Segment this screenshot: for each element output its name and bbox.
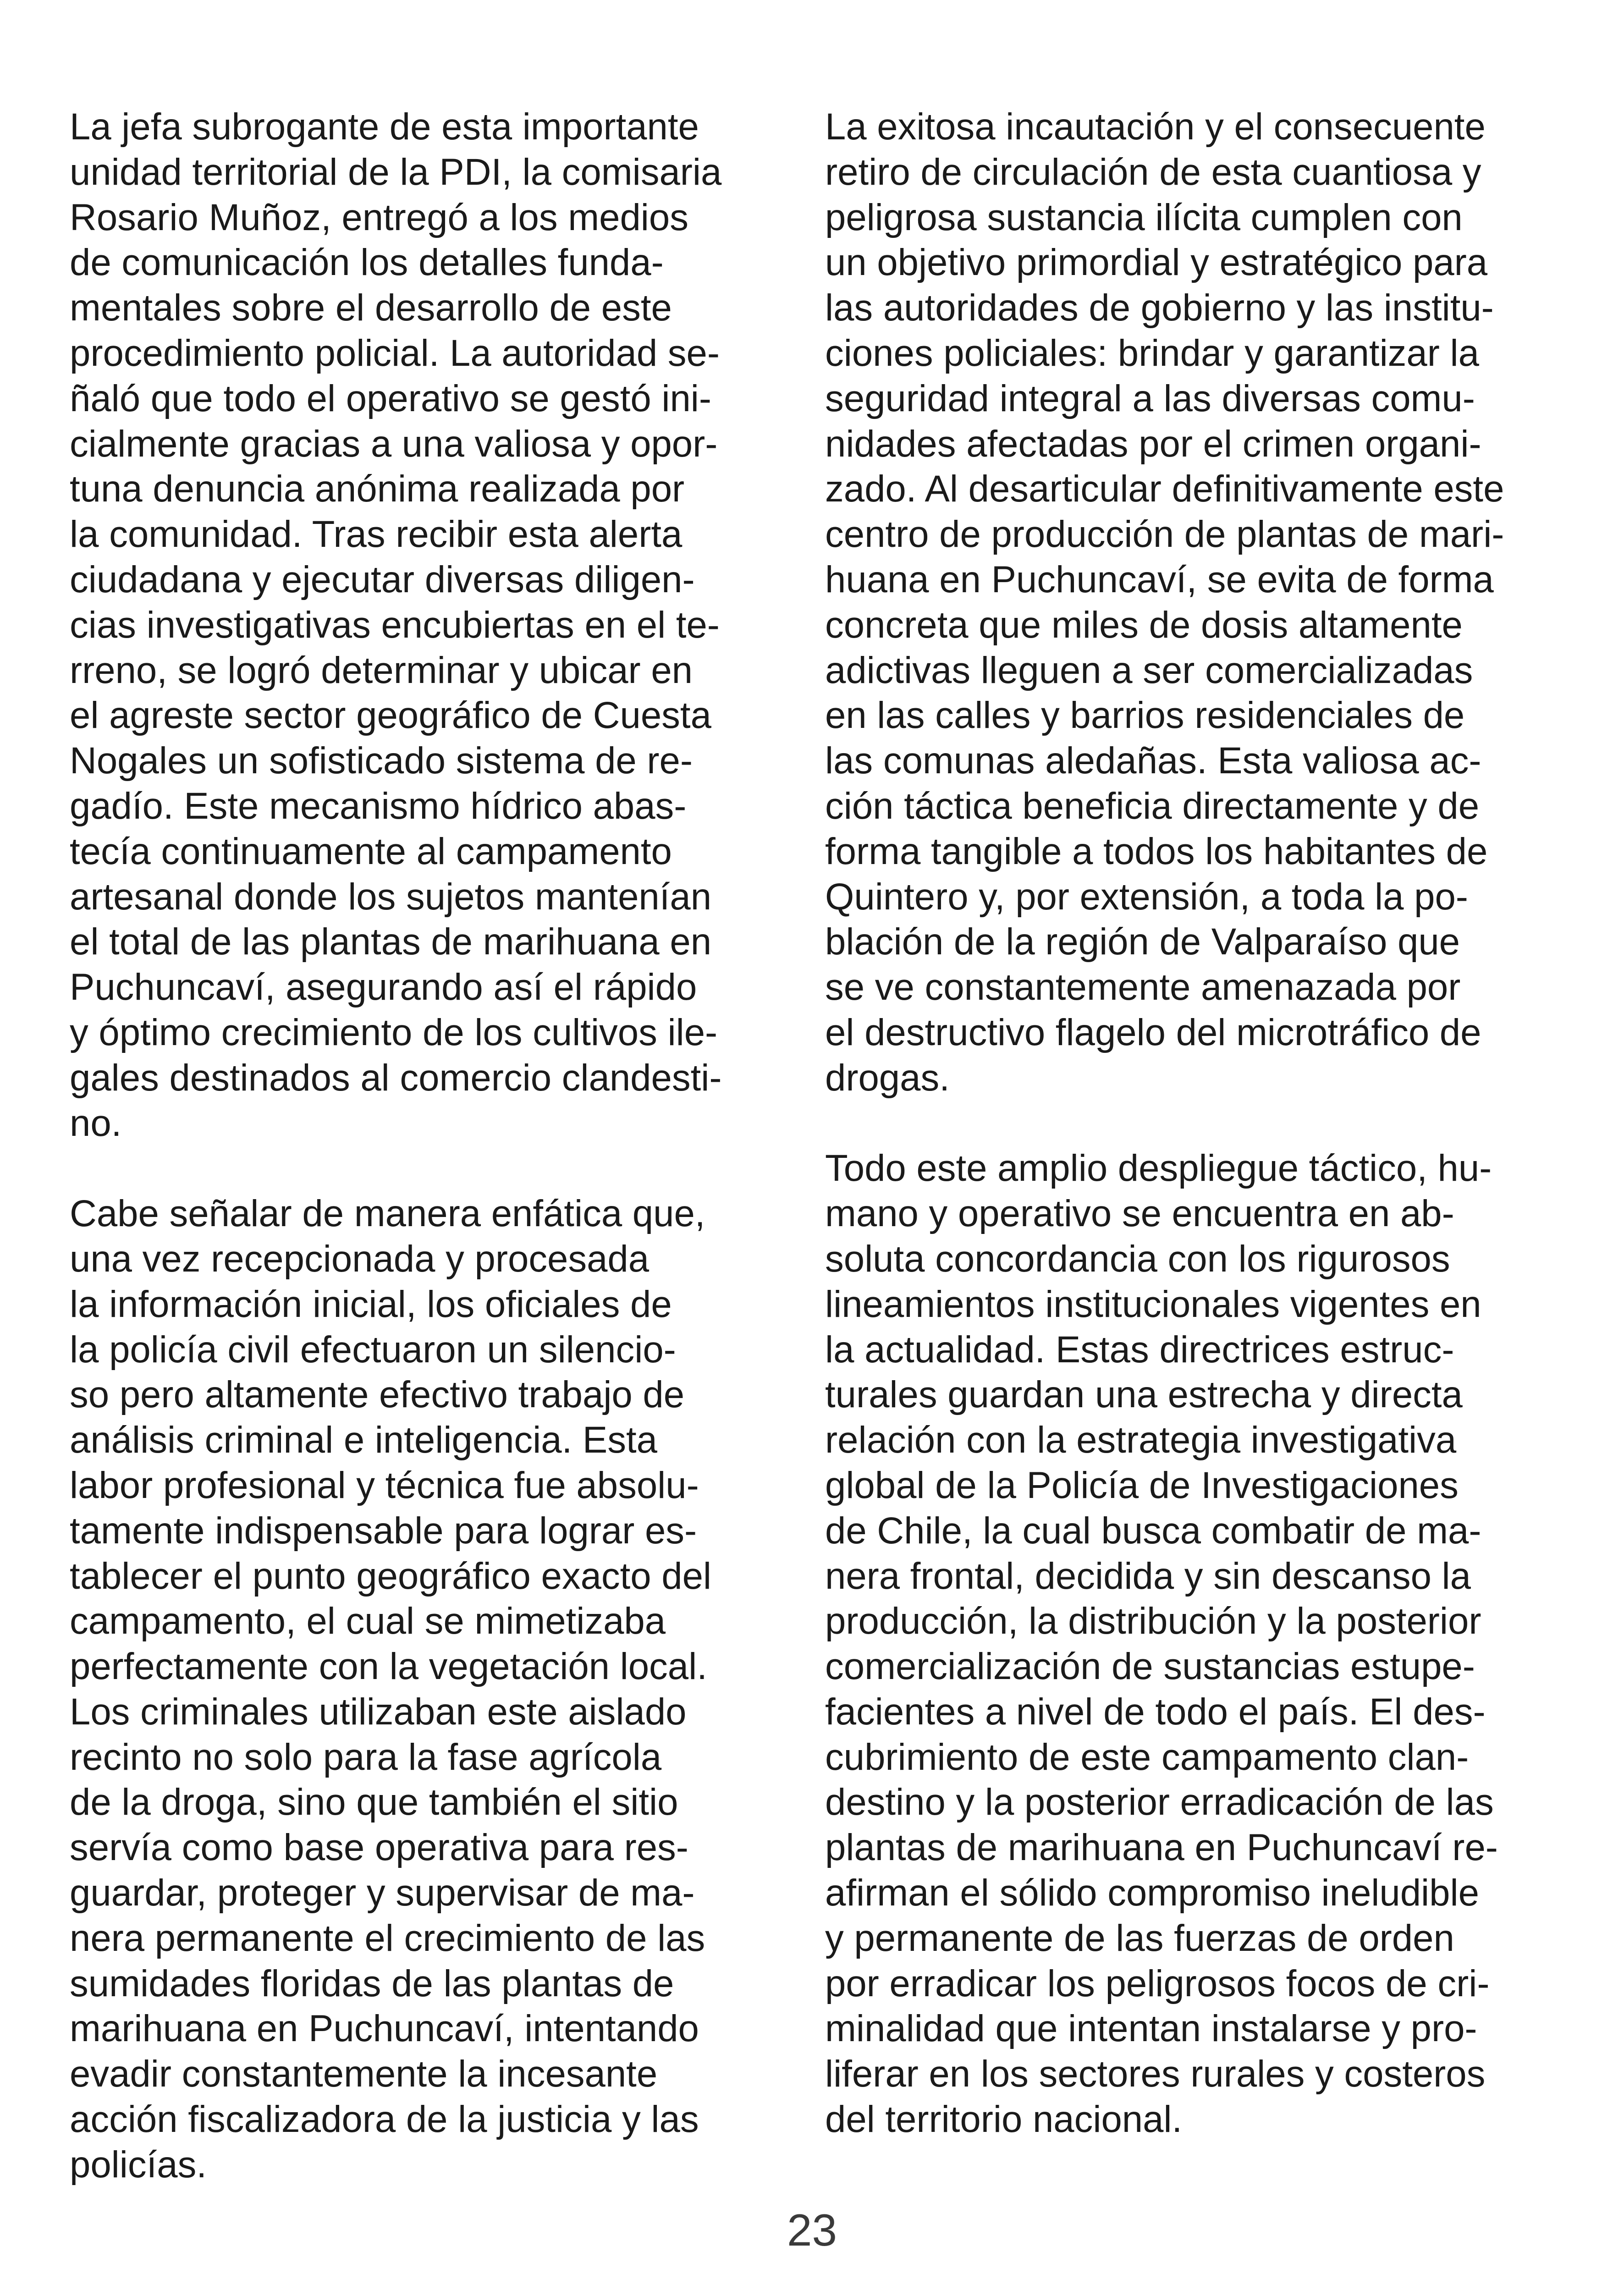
text-line: blación de la región de Valparaíso que bbox=[825, 921, 1460, 963]
text-line: plantas de marihuana en Puchuncaví re- bbox=[825, 1827, 1498, 1869]
text-line: forma tangible a todos los habitantes de bbox=[825, 830, 1488, 872]
text-line: Quintero y, por extensión, a toda la po- bbox=[825, 875, 1468, 918]
text-line: adictivas lleguen a ser comercializadas bbox=[825, 649, 1473, 691]
text-line: unidad territorial de la PDI, la comisaria bbox=[70, 151, 722, 193]
text-line: mano y operativo se encuentra en ab- bbox=[825, 1193, 1454, 1235]
text-line: el destructivo flagelo del microtráfico de bbox=[825, 1011, 1481, 1053]
text-line: Los criminales utilizaban este aislado bbox=[70, 1690, 687, 1733]
text-line: minalidad que intentan instalarse y pro- bbox=[825, 2008, 1477, 2050]
text-line: soluta concordancia con los rigurosos bbox=[825, 1238, 1450, 1280]
text-line: concreta que miles de dosis altamente bbox=[825, 604, 1463, 646]
text-line: y óptimo crecimiento de los cultivos ile- bbox=[70, 1011, 718, 1053]
text-line: zado. Al desarticular definitivamente este bbox=[825, 468, 1504, 510]
text-line: recinto no solo para la fase agrícola bbox=[70, 1736, 662, 1778]
text-line: artesanal donde los sujetos mantenían bbox=[70, 875, 712, 918]
right-column bbox=[825, 105, 1531, 2142]
text-line: las autoridades de gobierno y las institu- bbox=[825, 287, 1494, 329]
text-line: gales destinados al comercio clandesti- bbox=[70, 1057, 722, 1099]
paragraph bbox=[825, 105, 1531, 1101]
text-line: y permanente de las fuerzas de orden bbox=[825, 1917, 1454, 1959]
text-line: ción táctica beneficia directamente y de bbox=[825, 785, 1480, 827]
text-line: de la droga, sino que también el sitio bbox=[70, 1781, 678, 1823]
text-line: ciones policiales: brindar y garantizar la bbox=[825, 332, 1479, 374]
text-line: nidades afectadas por el crimen organi- bbox=[825, 423, 1481, 465]
paragraph-gap bbox=[825, 1101, 1531, 1146]
text-line: de comunicación los detalles funda- bbox=[70, 242, 664, 284]
text-line: global de la Policía de Investigaciones bbox=[825, 1464, 1459, 1506]
text-line: cubrimiento de este campamento clan- bbox=[825, 1736, 1469, 1778]
text-line: procedimiento policial. La autoridad se- bbox=[70, 332, 720, 374]
text-line: producción, la distribución y la posterior bbox=[825, 1600, 1481, 1642]
text-line: las comunas aledañas. Esta valiosa ac- bbox=[825, 740, 1481, 782]
text-line: evadir constantemente la incesante bbox=[70, 2053, 658, 2095]
text-line: de Chile, la cual busca combatir de ma- bbox=[825, 1509, 1481, 1552]
text-line: so pero altamente efectivo trabajo de bbox=[70, 1374, 685, 1416]
text-line: lineamientos institucionales vigentes en bbox=[825, 1283, 1481, 1325]
text-line: destino y la posterior erradicación de las bbox=[825, 1781, 1494, 1823]
text-line: un objetivo primordial y estratégico para bbox=[825, 242, 1488, 284]
text-line: seguridad integral a las diversas comu- bbox=[825, 377, 1475, 419]
text-line: nera frontal, decidida y sin descanso la bbox=[825, 1555, 1471, 1597]
text-line: mentales sobre el desarrollo de este bbox=[70, 287, 672, 329]
text-line: por erradicar los peligrosos focos de cri- bbox=[825, 1962, 1490, 2004]
text-line: Rosario Muñoz, entregó a los medios bbox=[70, 196, 688, 238]
text-line: nera permanente el crecimiento de las bbox=[70, 1917, 705, 1959]
text-line: tecía continuamente al campamento bbox=[70, 830, 672, 872]
text-line: policías. bbox=[70, 2143, 207, 2186]
page-number: 23 bbox=[787, 2205, 837, 2255]
text-line: cialmente gracias a una valiosa y opor- bbox=[70, 423, 718, 465]
text-line: tuna denuncia anónima realizada por bbox=[70, 468, 685, 510]
text-line: liferar en los sectores rurales y costeros bbox=[825, 2053, 1486, 2095]
text-line: cias investigativas encubiertas en el te- bbox=[70, 604, 720, 646]
text-line: centro de producción de plantas de mari- bbox=[825, 513, 1504, 556]
text-line: drogas. bbox=[825, 1057, 950, 1099]
text-line: ciudadana y ejecutar diversas diligen- bbox=[70, 558, 695, 600]
text-line: tablecer el punto geográfico exacto del bbox=[70, 1555, 712, 1597]
text-line: tamente indispensable para lograr es- bbox=[70, 1509, 697, 1552]
text-line: la información inicial, los oficiales de bbox=[70, 1283, 672, 1325]
text-line: análisis criminal e inteligencia. Esta bbox=[70, 1419, 657, 1461]
text-line: el agreste sector geográfico de Cuesta bbox=[70, 694, 711, 737]
text-line: La exitosa incautación y el consecuente bbox=[825, 106, 1486, 148]
text-line: en las calles y barrios residenciales de bbox=[825, 694, 1465, 737]
text-line: comercialización de sustancias estupe- bbox=[825, 1646, 1475, 1688]
text-line: marihuana en Puchuncaví, intentando bbox=[70, 2008, 699, 2050]
text-line: peligrosa sustancia ilícita cumplen con bbox=[825, 196, 1463, 238]
text-line: campamento, el cual se mimetizaba bbox=[70, 1600, 666, 1642]
text-line: no. bbox=[70, 1102, 122, 1144]
text-line: Todo este amplio despliegue táctico, hu- bbox=[825, 1147, 1492, 1189]
text-line: el total de las plantas de marihuana en bbox=[70, 921, 712, 963]
text-line: Cabe señalar de manera enfática que, bbox=[70, 1193, 705, 1235]
text-line: perfectamente con la vegetación local. bbox=[70, 1646, 707, 1688]
text-line: Nogales un sofisticado sistema de re- bbox=[70, 740, 693, 782]
paragraph bbox=[70, 1191, 776, 2188]
text-line: facientes a nivel de todo el país. El des- bbox=[825, 1690, 1486, 1733]
text-line: La jefa subrogante de esta importante bbox=[70, 106, 699, 148]
text-line: una vez recepcionada y procesada bbox=[70, 1238, 650, 1280]
text-line: del territorio nacional. bbox=[825, 2098, 1183, 2141]
text-line: servía como base operativa para res- bbox=[70, 1827, 688, 1869]
text-line: sumidades floridas de las plantas de bbox=[70, 1962, 674, 2004]
text-line: ñaló que todo el operativo se gestó ini- bbox=[70, 377, 712, 419]
text-line: gadío. Este mecanismo hídrico abas- bbox=[70, 785, 687, 827]
text-line: se ve constantemente amenazada por bbox=[825, 966, 1461, 1008]
text-line: la policía civil efectuaron un silencio- bbox=[70, 1328, 676, 1371]
text-line: turales guardan una estrecha y directa bbox=[825, 1374, 1463, 1416]
text-line: Puchuncaví, asegurando así el rápido bbox=[70, 966, 697, 1008]
text-line: labor profesional y técnica fue absolu- bbox=[70, 1464, 699, 1506]
text-line: la actualidad. Estas directrices estruc- bbox=[825, 1328, 1454, 1371]
text-line: la comunidad. Tras recibir esta alerta bbox=[70, 513, 683, 556]
text-line: retiro de circulación de esta cuantiosa y bbox=[825, 151, 1481, 193]
text-line: acción fiscalizadora de la justicia y las bbox=[70, 2098, 699, 2141]
text-line: rreno, se logró determinar y ubicar en bbox=[70, 649, 693, 691]
text-line: afirman el sólido compromiso ineludible bbox=[825, 1872, 1479, 1914]
paragraph bbox=[825, 1146, 1531, 2142]
text-line: relación con la estrategia investigativa bbox=[825, 1419, 1457, 1461]
paragraph-gap bbox=[70, 1146, 776, 1191]
paragraph bbox=[70, 105, 776, 1146]
text-line: huana en Puchuncaví, se evita de forma bbox=[825, 558, 1494, 600]
left-column bbox=[70, 105, 776, 2188]
text-line: guardar, proteger y supervisar de ma- bbox=[70, 1872, 695, 1914]
